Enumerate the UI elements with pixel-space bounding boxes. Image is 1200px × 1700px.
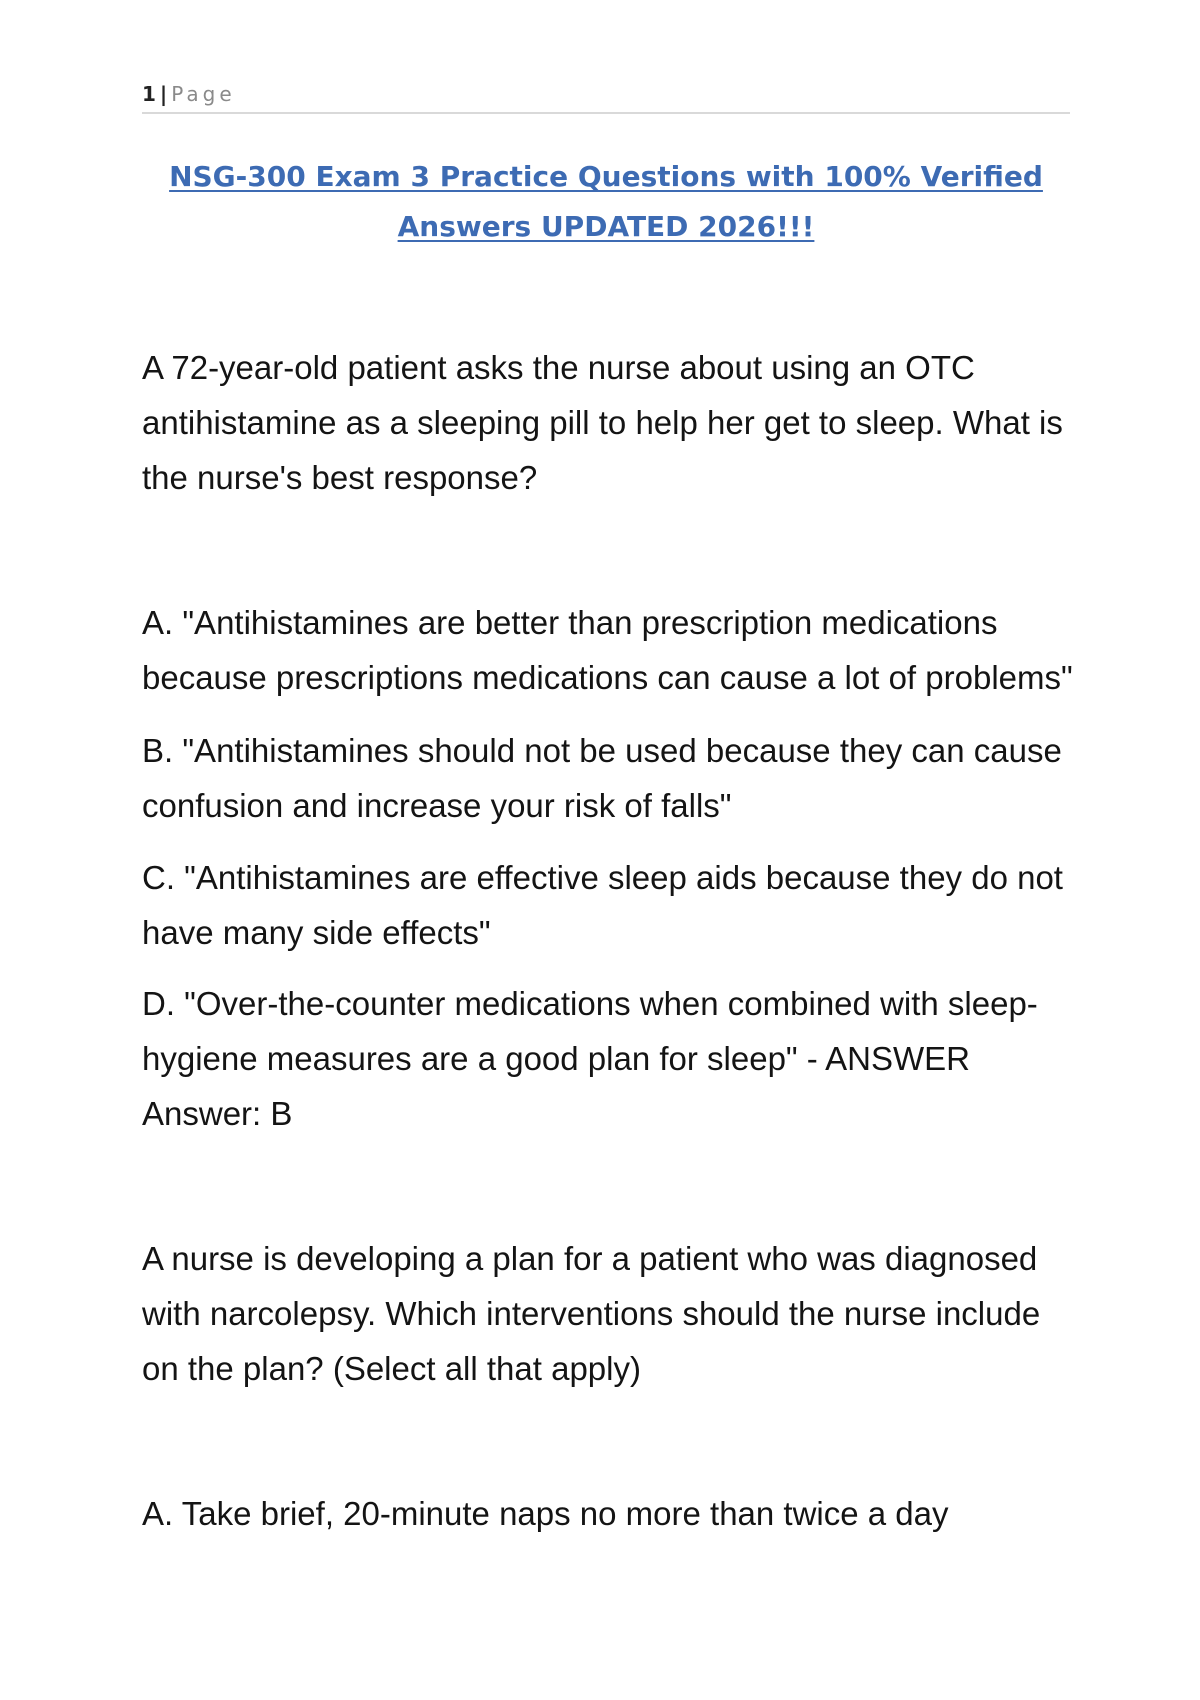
question-1-option-d (142, 976, 1082, 1141)
page-header (142, 80, 1070, 114)
page-number: 1 (142, 82, 156, 106)
question-2-option-a (142, 1486, 1082, 1541)
page-label: Page (171, 82, 236, 106)
page-separator: | (159, 82, 168, 106)
question-stem-text: A nurse is developing a plan for a patient who was diagnosed with narcolepsy. Which interventions should the nurse include on the plan? (Select all that apply) (142, 1240, 1041, 1387)
option-text: B. "Antihistamines should not be used because they can cause confusion and increase your risk of falls" (142, 732, 1062, 824)
document-title[interactable]: NSG-300 Exam 3 Practice Questions with 100% Verified Answers UPDATED 2026!!! (169, 160, 1043, 243)
question-stem-text: A 72-year-old patient asks the nurse about using an OTC antihistamine as a sleeping pill to help her get to sleep. What is the nurse's best response? (142, 349, 1063, 496)
option-text: A. Take brief, 20-minute naps no more than twice a day (142, 1495, 949, 1532)
question-1-option-b (142, 723, 1082, 833)
option-text: C. "Antihistamines are effective sleep aids because they do not have many side effects" (142, 859, 1063, 951)
question-1-option-a (142, 595, 1082, 705)
question-2-stem (142, 1231, 1082, 1396)
option-text: D. "Over-the-counter medications when combined with sleep-hygiene measures are a good plan for sleep" - ANSWER Answer: B (142, 985, 1038, 1132)
question-1-option-c (142, 850, 1082, 960)
option-text: A. "Antihistamines are better than prescription medications because prescriptions medications can cause a lot of problems" (142, 604, 1073, 696)
question-1-stem (142, 340, 1082, 505)
